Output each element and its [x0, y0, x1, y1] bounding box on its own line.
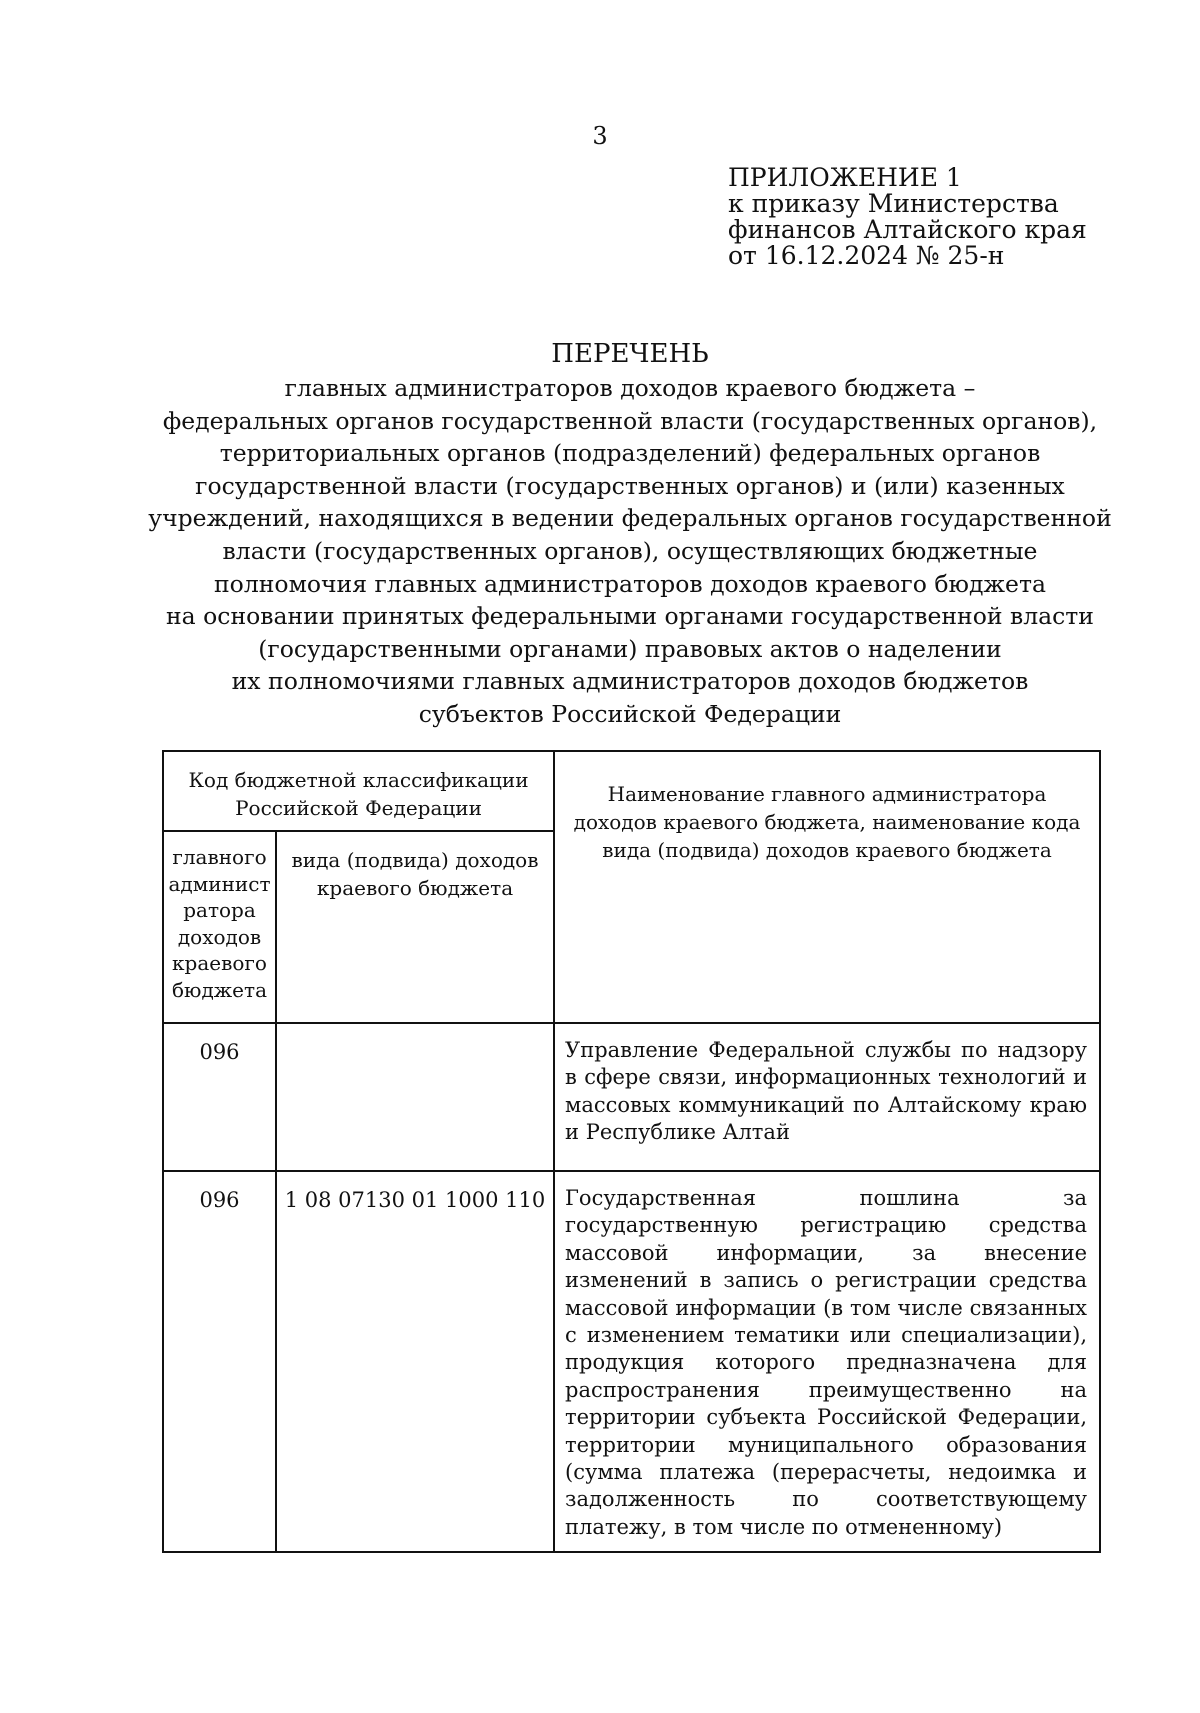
subtitle-line: главных администраторов доходов краевого бюджета – — [284, 374, 976, 402]
table-row — [163, 1023, 1100, 1171]
admin-code-cell: 096 — [163, 1023, 276, 1171]
header-admin-code-line: доходов — [177, 924, 262, 949]
subtitle-line: территориальных органов (подразделений) федеральных органов — [219, 439, 1041, 468]
admin-code-cell: 096 — [163, 1171, 276, 1552]
subtitle-line: власти (государственных органов), осуществляющих бюджетные — [222, 536, 1038, 565]
appendix-date-number: от 16.12.2024 № 25-н — [728, 241, 1005, 270]
subtitle-line: на основании принятых федеральными органами государственной власти — [166, 602, 1094, 631]
subtitle-line: государственной власти (государственных органов) и (или) казенных — [195, 471, 1065, 500]
income-administrators-table — [162, 750, 1101, 1553]
header-admin-code-line: бюджета — [172, 977, 267, 1002]
header-administrator-name: Наименование главного администратора доходов краевого бюджета, наименование кода вида (подвида) доходов краевого бюджета — [554, 751, 1100, 1023]
header-income-kind-code: вида (подвида) доходов краевого бюджета — [276, 831, 554, 1023]
appendix-title: ПРИЛОЖЕНИЕ 1 — [728, 163, 962, 192]
appendix-order-ref: к приказу Министерства — [728, 189, 1059, 218]
header-admin-code-line: ратора — [183, 898, 256, 922]
subtitle-line: субъектов Российской Федерации — [418, 699, 842, 728]
subtitle-line: полномочия главных администраторов доходов краевого бюджета — [214, 569, 1046, 598]
document-subtitle — [130, 372, 1130, 731]
header-admin-code — [163, 831, 276, 1023]
table-header-row — [163, 751, 1100, 831]
description-cell: Государственная пошлина за государственную регистрацию средства массовой информации, за внесение изменений в запись о регистрации средства массовой информации (в том числе связанных с изменением тематики или специализации), продукция которого предназначена для распространения преимущественно на территории субъекта Российской Федерации, территории муниципального образования (сумма платежа (перерасчеты, недоимка и задолженность по соответствующему платежу, в том числе по отмененному) — [554, 1171, 1100, 1552]
document-title: ПЕРЕЧЕНЬ — [551, 339, 709, 369]
appendix-ministry: финансов Алтайского края — [728, 215, 1087, 244]
header-admin-code-line: админист — [168, 871, 271, 896]
income-kind-code-cell — [276, 1023, 554, 1171]
table-row — [163, 1171, 1100, 1552]
header-admin-code-line: главного — [172, 845, 267, 869]
subtitle-line: учреждений, находящихся в ведении федеральных органов государственной — [148, 504, 1112, 533]
description-cell: Управление Федеральной службы по надзору в сфере связи, информационных технологий и массовых коммуникаций по Алтайскому краю и Республике Алтай — [554, 1023, 1100, 1171]
subtitle-line: (государственными органами) правовых актов о наделении — [258, 634, 1002, 663]
header-budget-classification: Код бюджетной классификации Российской Федерации — [163, 751, 554, 831]
subtitle-line: их полномочиями главных администраторов доходов бюджетов — [231, 667, 1029, 696]
income-kind-code-cell: 1 08 07130 01 1000 110 — [276, 1171, 554, 1552]
subtitle-line: федеральных органов государственной власти (государственных органов), — [162, 406, 1098, 435]
appendix-block — [728, 165, 1087, 269]
header-admin-code-line: краевого — [172, 951, 267, 975]
page-number: 3 — [592, 122, 608, 150]
